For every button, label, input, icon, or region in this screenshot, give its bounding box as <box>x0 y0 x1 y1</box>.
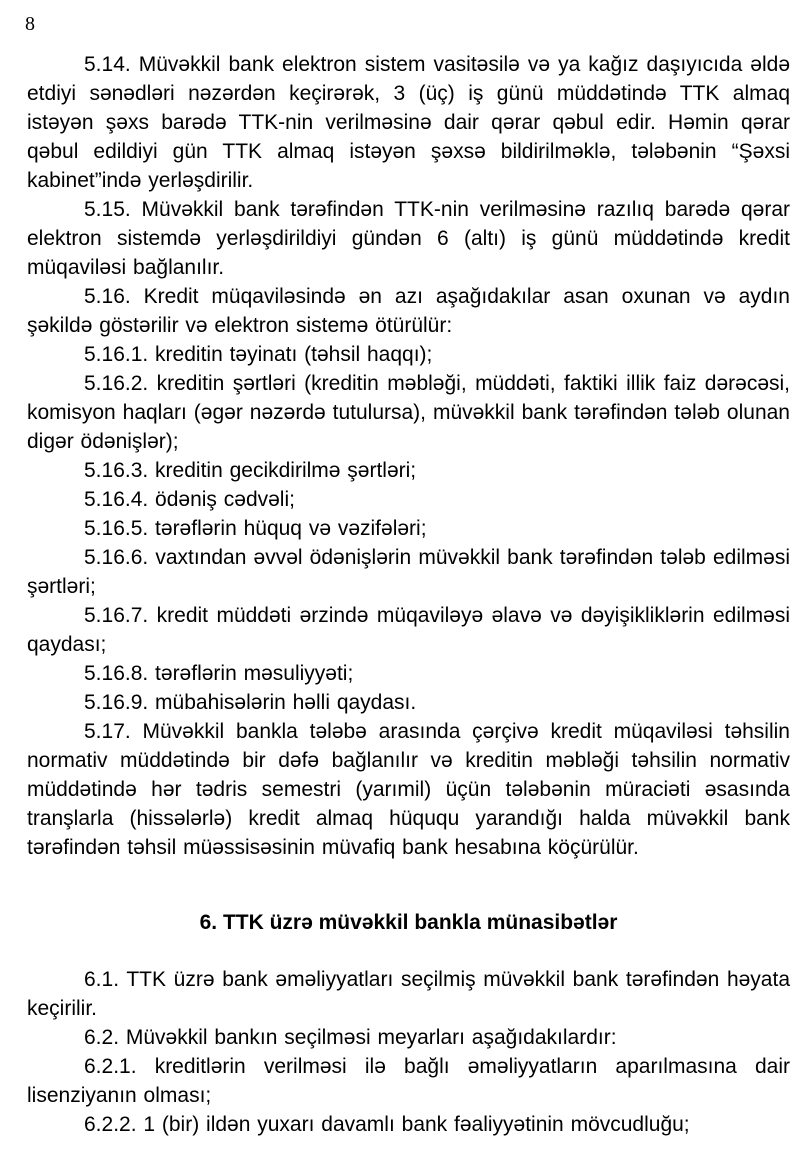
paragraph: 5.16.2. kreditin şərtləri (kreditin məbləği, müddəti, faktiki illik faiz dərəcəsi, komisyon haqları (əgər nəzərdə tutulursa), müvəkkil bank tərəfindən tələb olunan digər ödənişlər); <box>27 372 790 453</box>
document-body <box>27 50 790 1139</box>
paragraph: 6.2.1. kreditlərin verilməsi ilə bağlı əməliyyatların aparılmasına dair lisenziyanın olması; <box>27 1055 790 1107</box>
paragraph: 5.16.3. kreditin gecikdirilmə şərtləri; <box>84 459 417 482</box>
paragraph: 6.1. TTK üzrə bank əməliyyatları seçilmiş müvəkkil bank tərəfindən həyata keçirilir. <box>27 968 790 1020</box>
paragraph: 5.14. Müvəkkil bank elektron sistem vasitəsilə və ya kağız daşıyıcıda əldə etdiyi sənədləri nəzərdən keçirərək, 3 (üç) iş günü müddətində TTK almaq istəyən şəxs barədə TTK-nin verilməsinə dair qərar qəbul edir. Həmin qərar qəbul edildiyi gün TTK almaq istəyən şəxsə bildirilməklə, tələbənin “Şəxsi kabinet”ində yerləşdirilir. <box>27 53 790 192</box>
paragraph: 5.16.9. mübahisələrin həlli qaydası. <box>84 691 417 714</box>
section-heading: 6. TTK üzrə müvəkkil bankla münasibətlər <box>199 911 618 934</box>
paragraph: 5.17. Müvəkkil bankla tələbə arasında çərçivə kredit müqaviləsi təhsilin normativ müddətində bir dəfə bağlanılır və kreditin məbləği təhsilin normativ müddətində hər tədris semestri (yarımil) üçün tələbənin müraciəti əsasında tranşlarla (hissələrlə) kredit almaq hüququ yarandığı halda müvəkkil bank tərəfindən təhsil müəssisəsinin müvafiq bank hesabına köçürülür. <box>27 720 790 859</box>
paragraph: 5.15. Müvəkkil bank tərəfindən TTK-nin verilməsinə razılıq barədə qərar elektron sistemdə yerləşdirildiyi gündən 6 (altı) iş günü müddətində kredit müqaviləsi bağlanılır. <box>27 198 790 279</box>
paragraph: 5.16.8. tərəflərin məsuliyyəti; <box>84 662 354 685</box>
paragraph: 5.16.7. kredit müddəti ərzində müqaviləyə əlavə və dəyişikliklərin edilməsi qaydası; <box>27 604 790 656</box>
paragraph: 5.16.4. ödəniş cədvəli; <box>84 488 295 511</box>
paragraph: 5.16.6. vaxtından əvvəl ödənişlərin müvəkkil bank tərəfindən tələb edilməsi şərtləri; <box>27 546 790 598</box>
paragraph: 5.16.5. tərəflərin hüquq və vəzifələri; <box>84 517 427 540</box>
paragraph: 5.16.1. kreditin təyinatı (təhsil haqqı); <box>84 343 433 366</box>
paragraph: 6.2.2. 1 (bir) ildən yuxarı davamlı bank fəaliyyətinin mövcudluğu; <box>84 1113 690 1136</box>
paragraph: 5.16. Kredit müqaviləsində ən azı aşağıdakılar asan oxunan və aydın şəkildə göstərilir və elektron sistemə ötürülür: <box>27 285 790 337</box>
paragraph: 6.2. Müvəkkil bankın seçilməsi meyarları aşağıdakılardır: <box>84 1026 617 1049</box>
page-number: 8 <box>25 13 35 35</box>
